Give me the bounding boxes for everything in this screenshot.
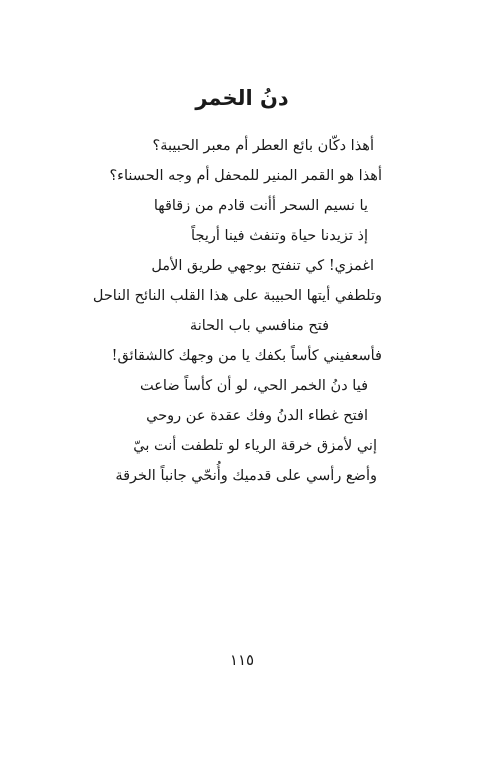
poem-line: فأسعفيني كأساً بكفك يا من وجهك كالشقائق! [111, 348, 382, 364]
poem-line: فتح منافسي باب الحانة [189, 318, 330, 334]
poem-line: أهذا دكّان بائع العطر أم معبر الحبيبة؟ [152, 138, 374, 154]
poem-line: وأضع رأسي على قدميك وأُنحّي جانباً الخرقة [115, 468, 377, 484]
poem-body [82, 131, 382, 491]
poem-line: أهذا هو القمر المنير للمحفل أم وجه الحسناء؟ [109, 168, 382, 184]
poem-line: وتلطفي أيتها الحبيبة على هذا القلب النائح الناحل [92, 288, 382, 304]
poem-line: افتح غطاء الدنُ وفك عقدة عن روحي [146, 408, 368, 424]
poem-line: إذ تزيدنا حياة وتنفث فينا أريجاً [191, 228, 368, 244]
poem-title: دنُ الخمر [195, 86, 289, 110]
poem-line: اغمزي! كي تنفتح بوجهي طريق الأمل [151, 258, 374, 274]
page-number: ١١٥ [229, 651, 255, 669]
poem-line: فيا دنُ الخمر الحي، لو أن كأساً ضاعت [140, 378, 368, 394]
poem-line: يا نسيم السحر أأنت قادم من زقاقها [153, 198, 368, 214]
poem-line: إني لأمزق خرقة الرياء لو تلطفت أنت بيّ [133, 438, 377, 454]
